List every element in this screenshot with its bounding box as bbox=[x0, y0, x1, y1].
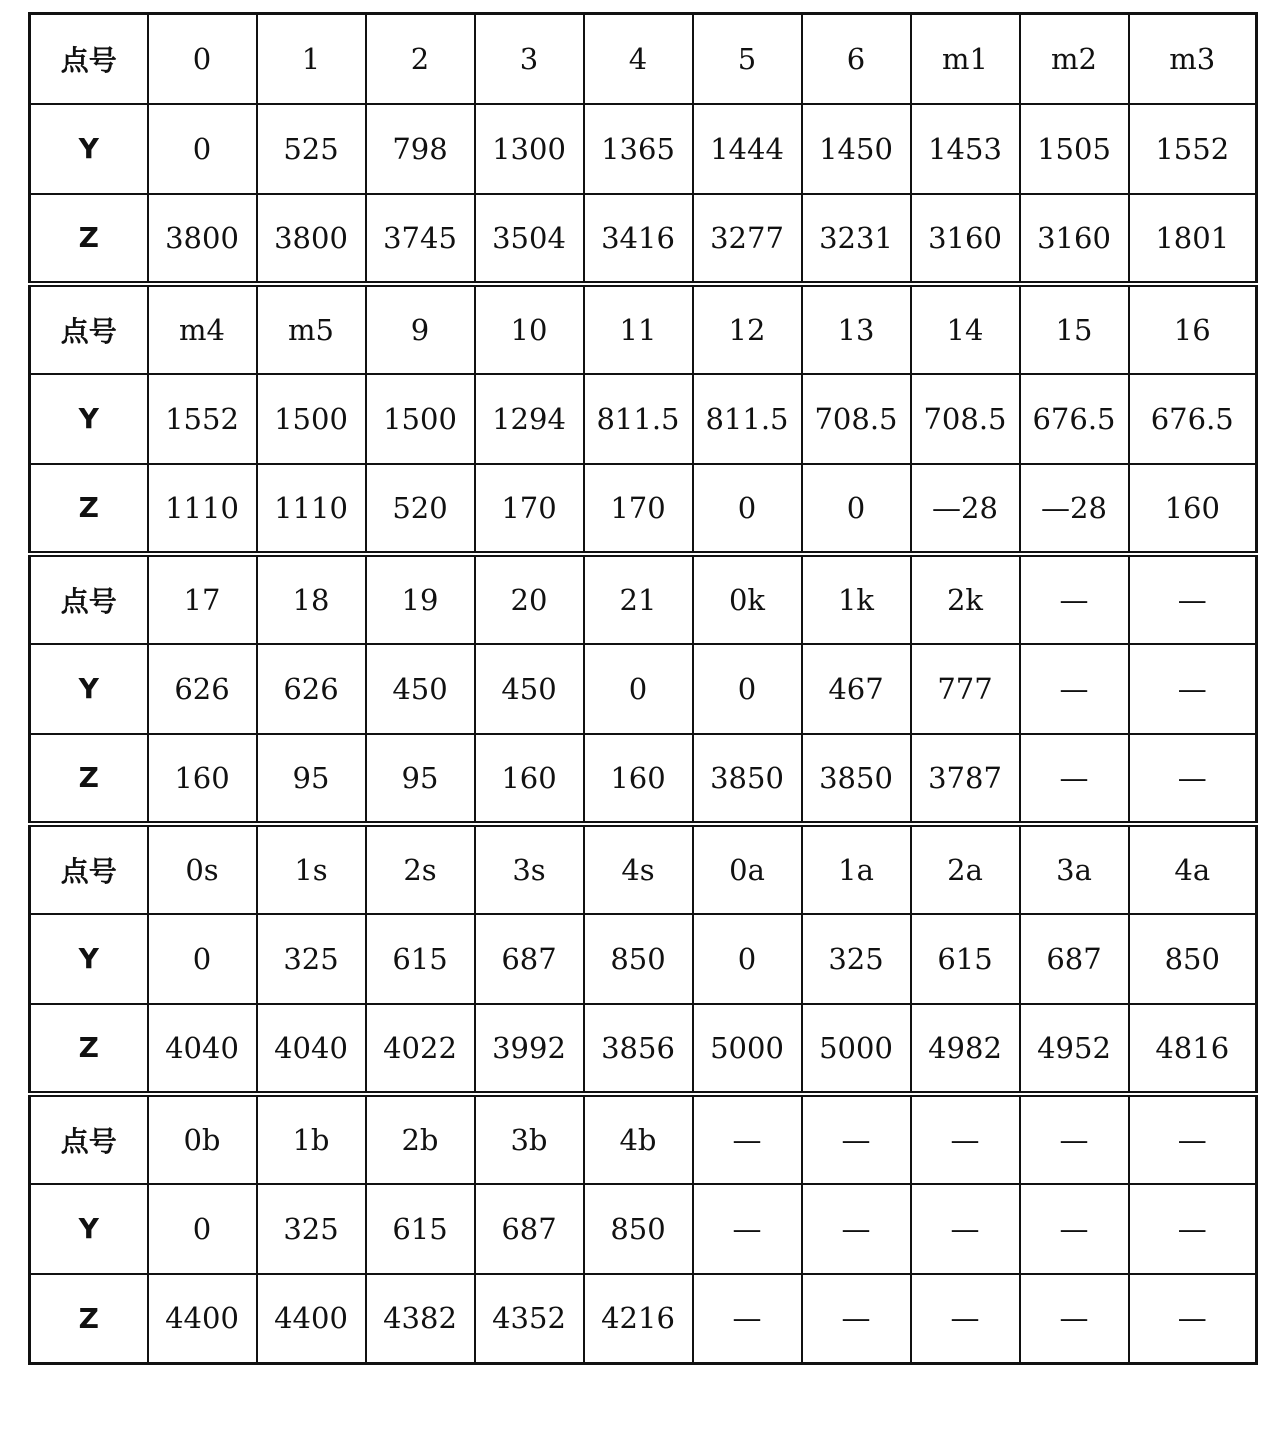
table-cell: — bbox=[1020, 1274, 1129, 1364]
table-cell: 798 bbox=[366, 104, 475, 194]
table-cell: 11 bbox=[584, 284, 693, 374]
table-cell: 1500 bbox=[257, 374, 366, 464]
table-cell: 1552 bbox=[148, 374, 257, 464]
table-cell: 160 bbox=[1129, 464, 1257, 554]
table-cell: 708.5 bbox=[911, 374, 1020, 464]
table-cell: 1294 bbox=[475, 374, 584, 464]
table-cell: 1801 bbox=[1129, 194, 1257, 284]
table-cell: 4400 bbox=[148, 1274, 257, 1364]
table-cell: 1110 bbox=[257, 464, 366, 554]
table-cell: 626 bbox=[148, 644, 257, 734]
table-cell: 160 bbox=[475, 734, 584, 824]
table-cell: — bbox=[1129, 644, 1257, 734]
row-label: 点号 bbox=[30, 824, 148, 914]
table-cell: 3160 bbox=[1020, 194, 1129, 284]
coordinates-table bbox=[28, 12, 1258, 1365]
row-label: Y bbox=[30, 104, 148, 194]
table-cell: 5 bbox=[693, 14, 802, 104]
table-cell: 525 bbox=[257, 104, 366, 194]
table-cell: m3 bbox=[1129, 14, 1257, 104]
table-cell: 95 bbox=[257, 734, 366, 824]
table-cell: 4040 bbox=[148, 1004, 257, 1094]
table-cell: 3504 bbox=[475, 194, 584, 284]
table-row bbox=[30, 374, 1257, 464]
table-cell: 0 bbox=[693, 914, 802, 1004]
table-row bbox=[30, 554, 1257, 644]
table-cell: 1453 bbox=[911, 104, 1020, 194]
table-cell: 1110 bbox=[148, 464, 257, 554]
table-cell: 3745 bbox=[366, 194, 475, 284]
table-cell: 95 bbox=[366, 734, 475, 824]
table-cell: 325 bbox=[802, 914, 911, 1004]
table-cell: — bbox=[1020, 1184, 1129, 1274]
table-cell: 811.5 bbox=[693, 374, 802, 464]
table-cell: 3b bbox=[475, 1094, 584, 1184]
table-cell: 0 bbox=[693, 464, 802, 554]
table-row bbox=[30, 734, 1257, 824]
table-cell: 6 bbox=[802, 14, 911, 104]
table-cell: m1 bbox=[911, 14, 1020, 104]
table-cell: 5000 bbox=[802, 1004, 911, 1094]
table-cell: 3800 bbox=[257, 194, 366, 284]
table-cell: 4 bbox=[584, 14, 693, 104]
table-cell: 18 bbox=[257, 554, 366, 644]
table-cell: 4b bbox=[584, 1094, 693, 1184]
table-cell: 626 bbox=[257, 644, 366, 734]
table-row bbox=[30, 194, 1257, 284]
table-cell: 0 bbox=[148, 914, 257, 1004]
table-cell: 615 bbox=[911, 914, 1020, 1004]
table-cell: 3800 bbox=[148, 194, 257, 284]
table-wrapper bbox=[28, 12, 1258, 1365]
table-cell: 3850 bbox=[802, 734, 911, 824]
table-cell: 0 bbox=[148, 14, 257, 104]
table-cell: 4216 bbox=[584, 1274, 693, 1364]
table-row bbox=[30, 1274, 1257, 1364]
table-cell: 0 bbox=[693, 644, 802, 734]
table-cell: 4982 bbox=[911, 1004, 1020, 1094]
table-cell: 170 bbox=[475, 464, 584, 554]
table-cell: 17 bbox=[148, 554, 257, 644]
table-cell: 676.5 bbox=[1129, 374, 1257, 464]
table-cell: 0s bbox=[148, 824, 257, 914]
table-cell: 1505 bbox=[1020, 104, 1129, 194]
table-cell: — bbox=[1129, 1184, 1257, 1274]
table-cell: 1552 bbox=[1129, 104, 1257, 194]
table-cell: m2 bbox=[1020, 14, 1129, 104]
table-cell: 4022 bbox=[366, 1004, 475, 1094]
table-cell: 811.5 bbox=[584, 374, 693, 464]
row-label: 点号 bbox=[30, 284, 148, 374]
table-cell: 3856 bbox=[584, 1004, 693, 1094]
table-cell: 1k bbox=[802, 554, 911, 644]
table-cell: 3a bbox=[1020, 824, 1129, 914]
table-row bbox=[30, 14, 1257, 104]
table-cell: 0 bbox=[584, 644, 693, 734]
row-label: Z bbox=[30, 464, 148, 554]
table-body bbox=[30, 14, 1257, 1364]
table-cell: 3850 bbox=[693, 734, 802, 824]
table-cell: 450 bbox=[366, 644, 475, 734]
table-cell: — bbox=[802, 1094, 911, 1184]
row-label: 点号 bbox=[30, 1094, 148, 1184]
table-cell: 4040 bbox=[257, 1004, 366, 1094]
row-label: Y bbox=[30, 374, 148, 464]
table-cell: 3787 bbox=[911, 734, 1020, 824]
table-cell: m5 bbox=[257, 284, 366, 374]
table-cell: 1365 bbox=[584, 104, 693, 194]
table-cell: 4952 bbox=[1020, 1004, 1129, 1094]
table-row bbox=[30, 644, 1257, 734]
table-cell: 1444 bbox=[693, 104, 802, 194]
table-cell: 850 bbox=[584, 1184, 693, 1274]
table-cell: 687 bbox=[475, 1184, 584, 1274]
table-cell: 19 bbox=[366, 554, 475, 644]
table-row bbox=[30, 1094, 1257, 1184]
table-cell: 0k bbox=[693, 554, 802, 644]
table-row bbox=[30, 284, 1257, 374]
table-cell: 325 bbox=[257, 914, 366, 1004]
row-label: Z bbox=[30, 1274, 148, 1364]
table-cell: 0b bbox=[148, 1094, 257, 1184]
table-cell: 520 bbox=[366, 464, 475, 554]
table-cell: — bbox=[1129, 734, 1257, 824]
table-cell: 1b bbox=[257, 1094, 366, 1184]
table-cell: 4816 bbox=[1129, 1004, 1257, 1094]
table-cell: — bbox=[1020, 554, 1129, 644]
table-cell: 3992 bbox=[475, 1004, 584, 1094]
table-cell: 777 bbox=[911, 644, 1020, 734]
table-cell: — bbox=[1129, 554, 1257, 644]
table-cell: 0 bbox=[148, 104, 257, 194]
table-cell: 687 bbox=[1020, 914, 1129, 1004]
table-cell: — bbox=[693, 1184, 802, 1274]
row-label: Y bbox=[30, 914, 148, 1004]
table-row bbox=[30, 104, 1257, 194]
table-cell: 325 bbox=[257, 1184, 366, 1274]
table-cell: 1450 bbox=[802, 104, 911, 194]
table-cell: 0 bbox=[148, 1184, 257, 1274]
row-label: Y bbox=[30, 1184, 148, 1274]
table-cell: 2s bbox=[366, 824, 475, 914]
table-cell: 5000 bbox=[693, 1004, 802, 1094]
table-cell: 676.5 bbox=[1020, 374, 1129, 464]
table-cell: — bbox=[802, 1184, 911, 1274]
table-cell: 3 bbox=[475, 14, 584, 104]
table-cell: 4382 bbox=[366, 1274, 475, 1364]
table-cell: —28 bbox=[911, 464, 1020, 554]
table-cell: 160 bbox=[584, 734, 693, 824]
table-cell: 3231 bbox=[802, 194, 911, 284]
table-cell: 4352 bbox=[475, 1274, 584, 1364]
table-cell: 3416 bbox=[584, 194, 693, 284]
table-cell: — bbox=[1129, 1274, 1257, 1364]
table-cell: 12 bbox=[693, 284, 802, 374]
table-cell: — bbox=[911, 1274, 1020, 1364]
table-cell: 10 bbox=[475, 284, 584, 374]
table-row bbox=[30, 464, 1257, 554]
table-cell: 160 bbox=[148, 734, 257, 824]
table-cell: 2k bbox=[911, 554, 1020, 644]
table-cell: 450 bbox=[475, 644, 584, 734]
table-cell: — bbox=[1020, 1094, 1129, 1184]
table-row bbox=[30, 1004, 1257, 1094]
table-cell: 0a bbox=[693, 824, 802, 914]
table-cell: 2b bbox=[366, 1094, 475, 1184]
table-cell: 4s bbox=[584, 824, 693, 914]
table-cell: 708.5 bbox=[802, 374, 911, 464]
table-cell: 615 bbox=[366, 914, 475, 1004]
table-cell: — bbox=[1020, 734, 1129, 824]
row-label: 点号 bbox=[30, 14, 148, 104]
table-cell: 16 bbox=[1129, 284, 1257, 374]
table-cell: — bbox=[802, 1274, 911, 1364]
table-cell: 850 bbox=[584, 914, 693, 1004]
table-cell: — bbox=[1129, 1094, 1257, 1184]
table-cell: — bbox=[1020, 644, 1129, 734]
table-cell: 2a bbox=[911, 824, 1020, 914]
table-cell: 1 bbox=[257, 14, 366, 104]
table-cell: 467 bbox=[802, 644, 911, 734]
table-cell: 3160 bbox=[911, 194, 1020, 284]
table-cell: 21 bbox=[584, 554, 693, 644]
table-cell: — bbox=[693, 1274, 802, 1364]
table-row bbox=[30, 914, 1257, 1004]
table-cell: 1500 bbox=[366, 374, 475, 464]
table-cell: —28 bbox=[1020, 464, 1129, 554]
table-cell: 1a bbox=[802, 824, 911, 914]
table-cell: 3s bbox=[475, 824, 584, 914]
table-cell: 615 bbox=[366, 1184, 475, 1274]
table-cell: 170 bbox=[584, 464, 693, 554]
table-cell: — bbox=[911, 1184, 1020, 1274]
table-cell: — bbox=[693, 1094, 802, 1184]
row-label: 点号 bbox=[30, 554, 148, 644]
table-cell: 0 bbox=[802, 464, 911, 554]
row-label: Y bbox=[30, 644, 148, 734]
table-cell: 2 bbox=[366, 14, 475, 104]
table-cell: 13 bbox=[802, 284, 911, 374]
table-cell: m4 bbox=[148, 284, 257, 374]
table-cell: 20 bbox=[475, 554, 584, 644]
table-row bbox=[30, 824, 1257, 914]
table-cell: 1s bbox=[257, 824, 366, 914]
table-cell: 1300 bbox=[475, 104, 584, 194]
table-cell: 9 bbox=[366, 284, 475, 374]
table-cell: 3277 bbox=[693, 194, 802, 284]
row-label: Z bbox=[30, 194, 148, 284]
row-label: Z bbox=[30, 734, 148, 824]
table-cell: 4a bbox=[1129, 824, 1257, 914]
table-cell: — bbox=[911, 1094, 1020, 1184]
table-cell: 850 bbox=[1129, 914, 1257, 1004]
table-cell: 687 bbox=[475, 914, 584, 1004]
table-row bbox=[30, 1184, 1257, 1274]
table-cell: 15 bbox=[1020, 284, 1129, 374]
table-cell: 4400 bbox=[257, 1274, 366, 1364]
table-cell: 14 bbox=[911, 284, 1020, 374]
row-label: Z bbox=[30, 1004, 148, 1094]
